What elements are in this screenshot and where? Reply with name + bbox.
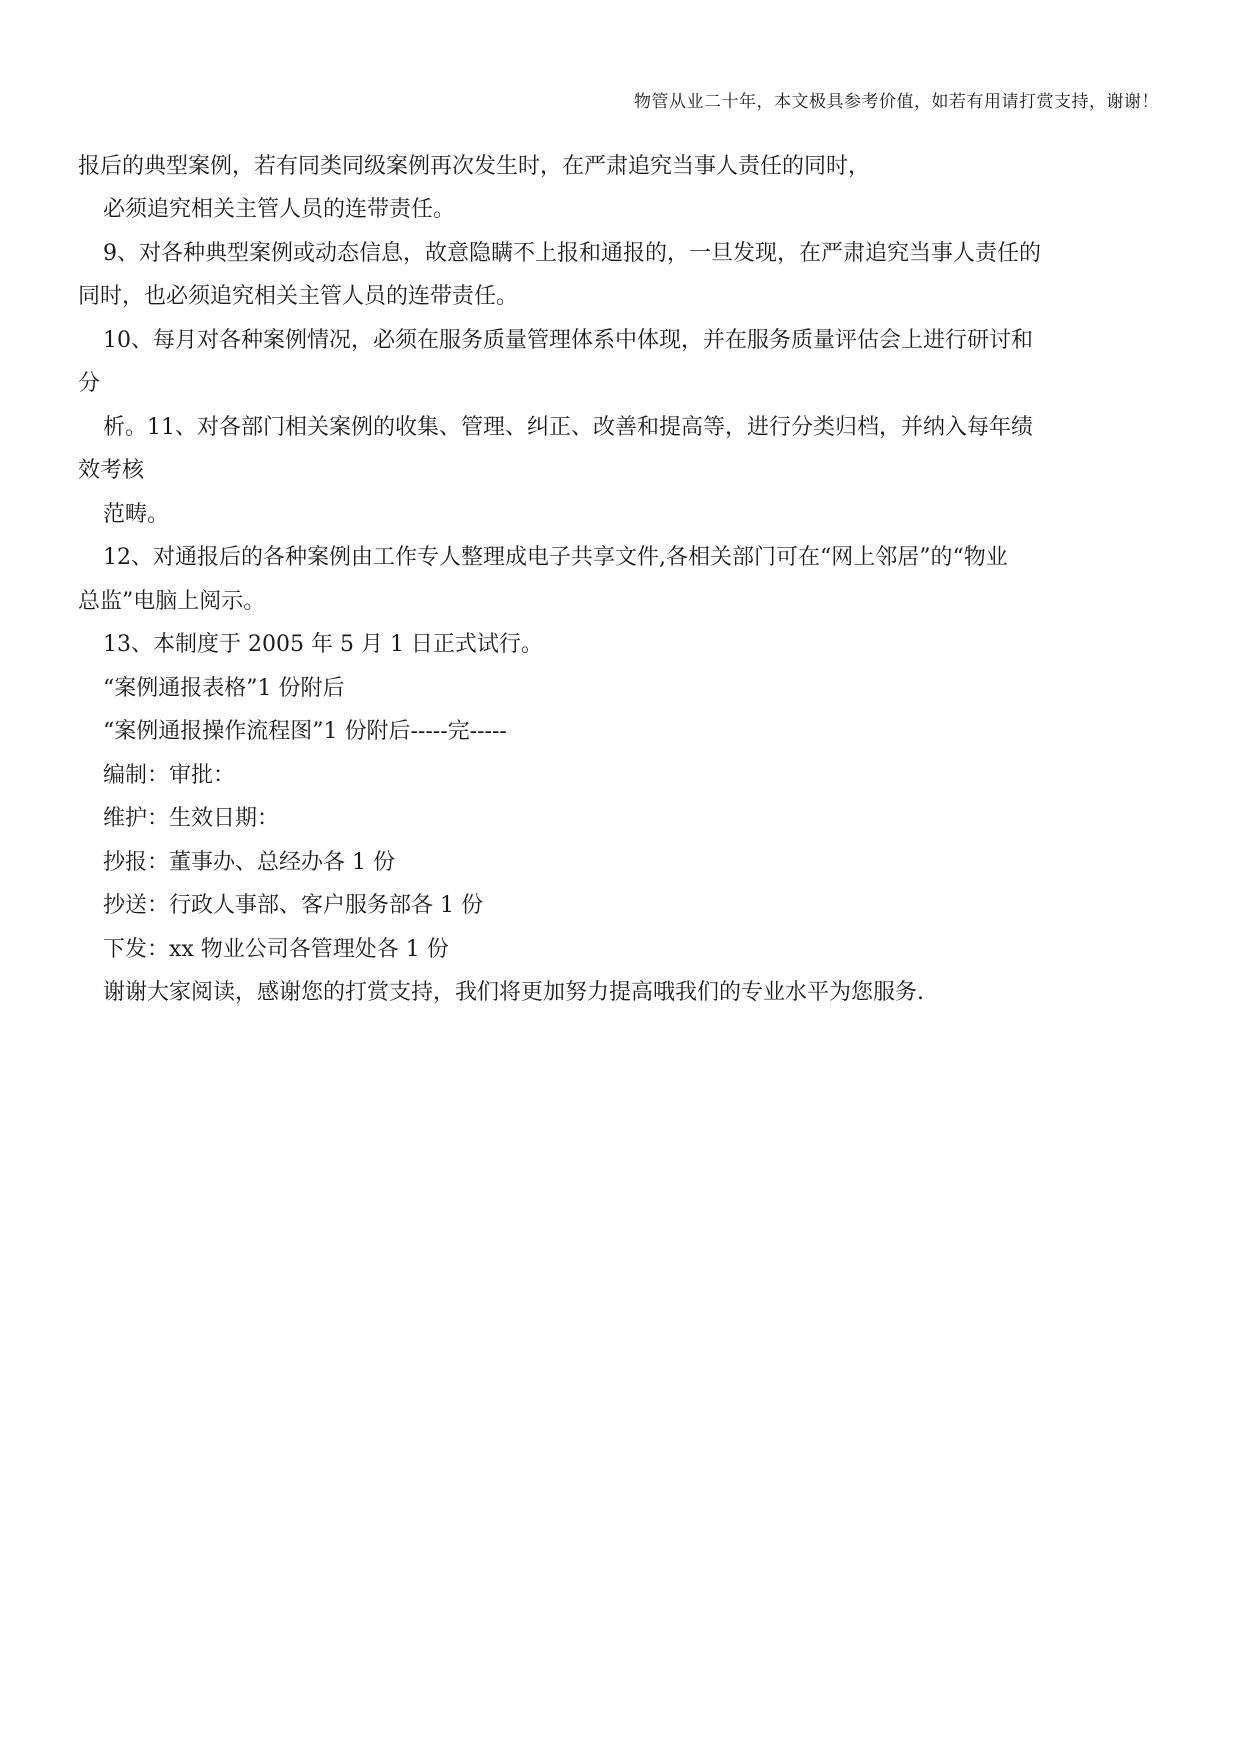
text-line: 效考核 <box>78 458 145 483</box>
text-line: 9、对各种典型案例或动态信息，故意隐瞒不上报和通报的，一旦发现，在严肃追究当事人责任的 <box>103 241 1042 266</box>
text-line: 必须追究相关主管人员的连带责任。 <box>103 197 456 222</box>
text-line: 谢谢大家阅读，感谢您的打赏支持，我们将更加努力提高哦我们的专业水平为您服务. <box>103 980 924 1005</box>
text-line: 范畴。 <box>103 502 170 527</box>
text-line: 析。11、对各部门相关案例的收集、管理、纠正、改善和提高等，进行分类归档，并纳入每年绩 <box>103 415 1033 440</box>
text-line: 同时，也必须追究相关主管人员的连带责任。 <box>78 284 519 309</box>
text-line: 抄送：行政人事部、客户服务部各 1 份 <box>103 893 483 918</box>
text-line: “案例通报操作流程图”1 份附后-----完----- <box>103 719 507 744</box>
header-note: 物管从业二十年，本文极具参考价值，如若有用请打赏支持，谢谢！ <box>634 92 1159 112</box>
text-line: 编制：审批： <box>103 763 236 788</box>
text-line: 10、每月对各种案例情况，必须在服务质量管理体系中体现，并在服务质量评估会上进行研讨和 <box>103 328 1033 353</box>
text-line: 分 <box>78 371 101 396</box>
text-line: 抄报：董事办、总经办各 1 份 <box>103 850 395 875</box>
text-line: 维护：生效日期： <box>103 806 280 831</box>
text-line: 12、对通报后的各种案例由工作专人整理成电子共享文件,各相关部门可在“网上邻居”的“物业 <box>103 545 1008 570</box>
text-line: “案例通报表格”1 份附后 <box>103 676 345 701</box>
text-line: 总监”电脑上阅示。 <box>78 589 266 614</box>
text-line: 13、本制度于 2005 年 5 月 1 日正式试行。 <box>103 632 543 657</box>
text-line: 下发：xx 物业公司各管理处各 1 份 <box>103 937 449 962</box>
text-line: 报后的典型案例，若有同类同级案例再次发生时，在严肃追究当事人责任的同时， <box>78 154 871 179</box>
